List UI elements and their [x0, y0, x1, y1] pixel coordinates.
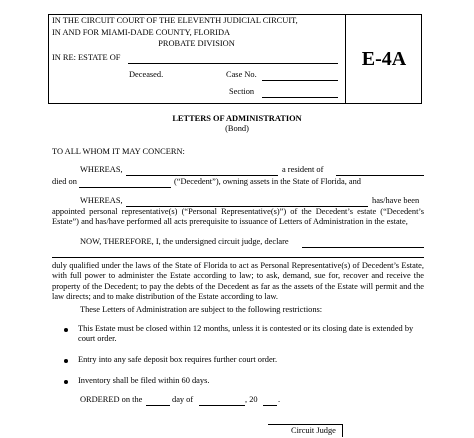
list-bullet: [64, 328, 68, 332]
probate-division: PROBATE DIVISION: [158, 39, 235, 48]
year-prefix-label: , 20: [245, 395, 258, 404]
text-cursor: [342, 424, 343, 437]
decedent-name-field[interactable]: [126, 167, 278, 176]
estate-label: IN RE: ESTATE OF: [52, 53, 121, 62]
section-field[interactable]: [262, 89, 338, 98]
order-month-field[interactable]: [199, 397, 245, 406]
document-title: LETTERS OF ADMINISTRATION: [172, 114, 302, 123]
document-subtitle: (Bond): [225, 124, 249, 133]
resident-of-label: a resident of: [282, 165, 324, 174]
signature-label: Circuit Judge: [291, 426, 336, 435]
declared-representative-field-1[interactable]: [302, 239, 424, 248]
appointment-paragraph: appointed personal representative(s) (“Personal Representative(s)”) of the Decedent’s estate (“Decedent’s Estate”) and has/have performed all acts prerequisite to issuance of Letters of Administration in the estate,: [52, 207, 424, 227]
declared-representative-field-2[interactable]: [52, 249, 424, 258]
estate-name-field[interactable]: [128, 55, 338, 64]
case-no-field[interactable]: [262, 72, 338, 81]
court-line-1: IN THE CIRCUIT COURT OF THE ELEVENTH JUDICIAL CIRCUIT,: [52, 16, 298, 25]
ordered-on-label: ORDERED on the: [80, 395, 143, 404]
restriction-item-2: Entry into any safe deposit box requires further court order.: [78, 355, 278, 364]
salutation: TO ALL WHOM IT MAY CONCERN:: [52, 147, 185, 156]
court-line-2: IN AND FOR MIAMI-DADE COUNTY, FLORIDA: [52, 28, 231, 37]
restrictions-intro: These Letters of Administration are subject to the following restrictions:: [80, 305, 323, 314]
section-label: Section: [229, 87, 255, 96]
residence-field[interactable]: [336, 167, 424, 176]
case-no-label: Case No.: [226, 70, 257, 79]
whereas-1-label: WHEREAS,: [80, 165, 123, 174]
list-bullet: [64, 359, 68, 363]
personal-representative-field[interactable]: [126, 198, 368, 207]
order-day-field[interactable]: [146, 397, 170, 406]
day-of-label: day of: [172, 395, 194, 404]
order-year-field[interactable]: [263, 397, 277, 406]
restriction-item-3: Inventory shall be filed within 60 days.: [78, 376, 210, 385]
now-therefore-text: NOW, THEREFORE, I, the undersigned circuit judge, declare: [80, 237, 289, 246]
date-of-death-field[interactable]: [79, 179, 171, 188]
form-code: E-4A: [361, 47, 407, 70]
signature-line[interactable]: [268, 423, 342, 425]
has-have-been-text: has/have been: [372, 196, 420, 205]
died-on-label: died on: [52, 177, 77, 186]
qualification-paragraph: duly qualified under the laws of the State of Florida to act as Personal Representative(s) of Decedent’s Estate, with full power to administer the Estate according to law; to ask, demand, sue for, recover and receive the property of the Decedent; to pay the debts of the Decedent as far as the assets of the Estate will permit and the law directs; and to make distribution of the Estate according to law.: [52, 261, 424, 302]
ordered-period: .: [278, 395, 281, 404]
whereas-2-label: WHEREAS,: [80, 196, 123, 205]
deceased-label: Deceased.: [129, 70, 164, 79]
decedent-assets-text: (“Decedent”), owning assets in the State of Florida, and: [174, 177, 361, 186]
restriction-item-1: This Estate must be closed within 12 months, unless it is contested or its closing date is extended by court order.: [78, 324, 414, 344]
list-bullet: [64, 380, 68, 384]
